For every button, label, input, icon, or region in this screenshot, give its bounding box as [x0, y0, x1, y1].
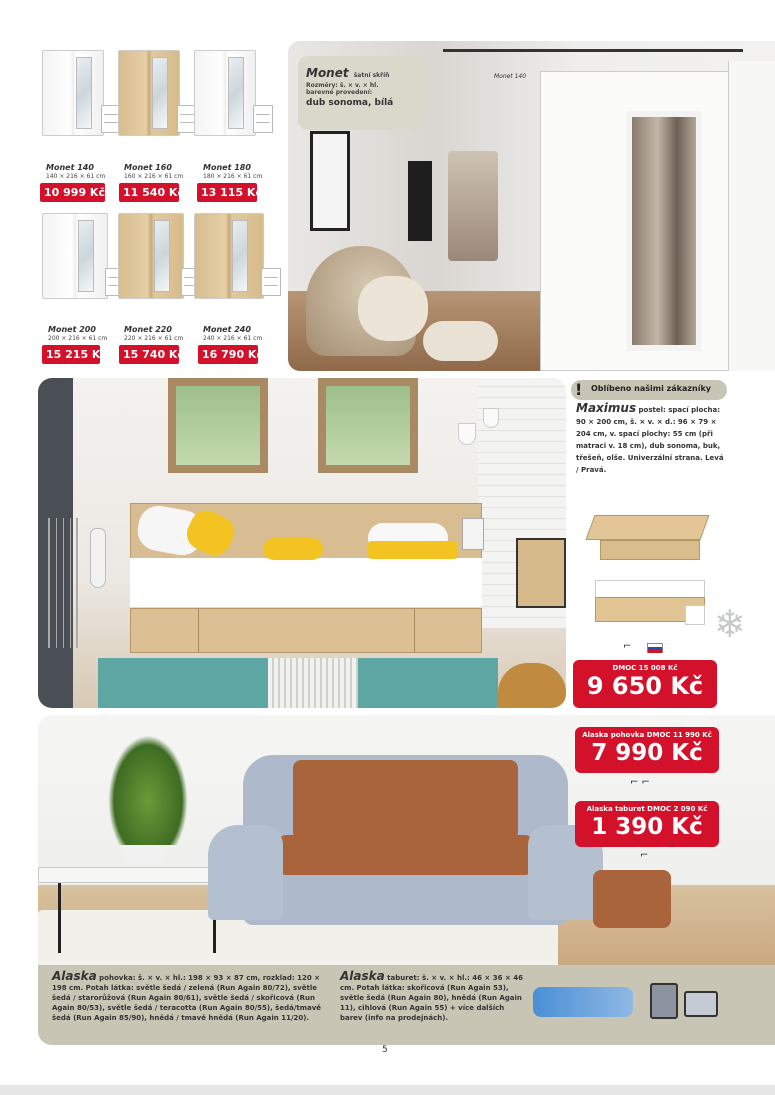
product-name: Monet 140	[46, 163, 94, 172]
sale-price: 7 990 Kč	[591, 740, 703, 766]
footer-strip	[0, 1085, 775, 1095]
rug-stripes	[268, 658, 358, 708]
mattress	[130, 558, 482, 608]
description-text: postel: spací plocha: 90 × 200 cm, š. × v. × d.: 96 × 79 × 204 cm,	[576, 406, 721, 438]
ottoman	[423, 321, 498, 361]
skylight	[168, 378, 268, 473]
price-tag: 13 115 Kč	[197, 183, 257, 202]
plant-pot	[124, 845, 164, 863]
delivery-icon: ⌐ ⌐	[630, 777, 650, 788]
wall-art	[310, 131, 350, 231]
product-dimensions: 200 × 216 × 61 cm	[48, 335, 108, 342]
drawer-divider	[198, 608, 199, 653]
sofa-armrest	[208, 825, 283, 920]
wardrobe-image	[194, 50, 256, 136]
ceiling-light	[443, 49, 743, 52]
price-tag: 10 999 Kč	[40, 183, 105, 202]
maximus-description	[576, 402, 726, 476]
photo-label: Monet 140	[494, 73, 527, 80]
exclamation-icon: !	[575, 380, 583, 399]
dmoc-price: Alaska pohovka DMOC 11 990 Kč	[582, 731, 712, 739]
maximus-thumb-open	[590, 505, 710, 565]
description-text: pohovka: š. × v. × hl.: 198 × 93 × 87 cm, rozklad: 120 × 198 cm. Potah látka: světle šedá / zelená (Run Again 80/72), světle šedá / starorůžová (Run Again 80/61), světle šedá / skořicová (Run Again 80/53), světle šedá / teracotta (Run Again 80/55), šedá/tmavě šedá (Run Again 85/90), hnědá / tmavě hnědá (Run Again 11/20).	[52, 974, 322, 1022]
product-dimensions: 180 × 216 × 61 cm	[203, 173, 263, 180]
guitar	[90, 528, 106, 588]
price-tag: 11 540 Kč	[119, 183, 179, 202]
description-text: taburet: š. × v. × hl.: 46 × 36 × 46 cm. Potah látka: skořicová (Run Again 53), světle šedá (Run Again 80), hnědá (Run Again 11), cihlová (Run Again 55) + více dalších barev (info na prodejnách).	[340, 974, 523, 1022]
product-dimensions: 220 × 216 × 61 cm	[124, 335, 184, 342]
product-name: Monet 200	[48, 325, 96, 334]
product-type: šatní skříň	[353, 72, 390, 79]
monet-callout	[298, 56, 426, 130]
sofa-bed-thumb	[533, 987, 633, 1017]
wardrobe-image	[118, 213, 184, 299]
product-name: Monet 180	[203, 163, 251, 172]
flag-icon	[647, 643, 663, 653]
product-dimensions: 240 × 216 × 61 cm	[203, 335, 263, 342]
stool-open-thumb	[684, 991, 718, 1017]
plant	[108, 735, 188, 845]
wardrobe-image	[42, 50, 104, 136]
badge-text: Oblíbeno našimi zákazníky	[591, 384, 712, 393]
dims-label: Rozměry: š. × v. × hl.	[306, 82, 379, 89]
price-tag: 15 215 Kč	[42, 345, 100, 364]
staircase-railing	[48, 518, 78, 648]
colors-label: barevné provedení:	[306, 89, 373, 96]
product-dimensions: 140 × 216 × 61 cm	[46, 173, 106, 180]
sale-price: 1 390 Kč	[591, 814, 703, 840]
wardrobe-image	[194, 213, 264, 299]
description-text: v. spací plochy: 55 cm (při matraci v. 18 cm), dub sonoma, buk, třešeň, olše. Univerzální strana. Levá / Pravá.	[576, 430, 724, 474]
colors-value: dub sonoma, bílá	[306, 98, 394, 108]
pendant-lamp	[483, 408, 499, 428]
bed-drawers	[130, 608, 482, 653]
speaker	[462, 518, 484, 550]
snowflake-icon: ❄	[714, 602, 746, 646]
drawer-divider	[414, 608, 415, 653]
wardrobe-image	[42, 213, 108, 299]
sale-price: 9 650 Kč	[586, 672, 704, 700]
maximus-thumb-closed	[590, 575, 710, 630]
sofa-backrest	[293, 760, 518, 840]
wardrobe-mirror	[626, 111, 702, 351]
wardrobe-image	[118, 50, 180, 136]
product-dimensions: 160 × 216 × 61 cm	[124, 173, 184, 180]
alaska-stool-price-box	[575, 801, 719, 847]
pillow-yellow	[263, 538, 323, 560]
alaska-sofa-price-box	[575, 727, 719, 773]
alaska-stool-caption	[340, 971, 524, 1023]
product-name: Monet 240	[203, 325, 251, 334]
folded-blanket	[368, 541, 458, 559]
alaska-caption-bar	[38, 965, 775, 1045]
product-title: Monet	[306, 66, 349, 80]
product-name: Monet 160	[124, 163, 172, 172]
dmoc-price: Alaska taburet DMOC 2 090 Kč	[586, 805, 708, 813]
skylight	[318, 378, 418, 473]
price-tag: 15 740 Kč	[119, 345, 179, 364]
dmoc-price: DMOC 15 008 Kč	[612, 664, 678, 672]
product-title: Alaska	[340, 969, 385, 983]
delivery-icon: ⌐	[640, 850, 649, 861]
pendant-lamp	[458, 423, 476, 445]
tv	[408, 161, 432, 241]
bestseller-badge	[571, 380, 727, 400]
product-title: Alaska	[52, 969, 97, 983]
pouf	[498, 663, 566, 708]
wall-art	[448, 151, 498, 261]
maximus-room-photo	[38, 378, 566, 708]
stool-thumb	[650, 983, 678, 1019]
delivery-icon: ⌐	[623, 641, 632, 652]
armchair-cushion	[358, 276, 428, 341]
alaska-stool	[593, 870, 671, 928]
shelf	[516, 538, 566, 608]
maximus-price-box	[573, 660, 717, 708]
sofa-seat	[278, 835, 533, 875]
product-title: Maximus	[576, 401, 637, 415]
price-tag: 16 790 Kč	[198, 345, 258, 364]
wardrobe-side	[728, 61, 775, 371]
monet-room-photo	[288, 41, 775, 371]
table-leg	[58, 883, 61, 953]
product-name: Monet 220	[124, 325, 172, 334]
alaska-sofa-caption	[52, 971, 327, 1023]
page-number: 5	[382, 1045, 388, 1055]
